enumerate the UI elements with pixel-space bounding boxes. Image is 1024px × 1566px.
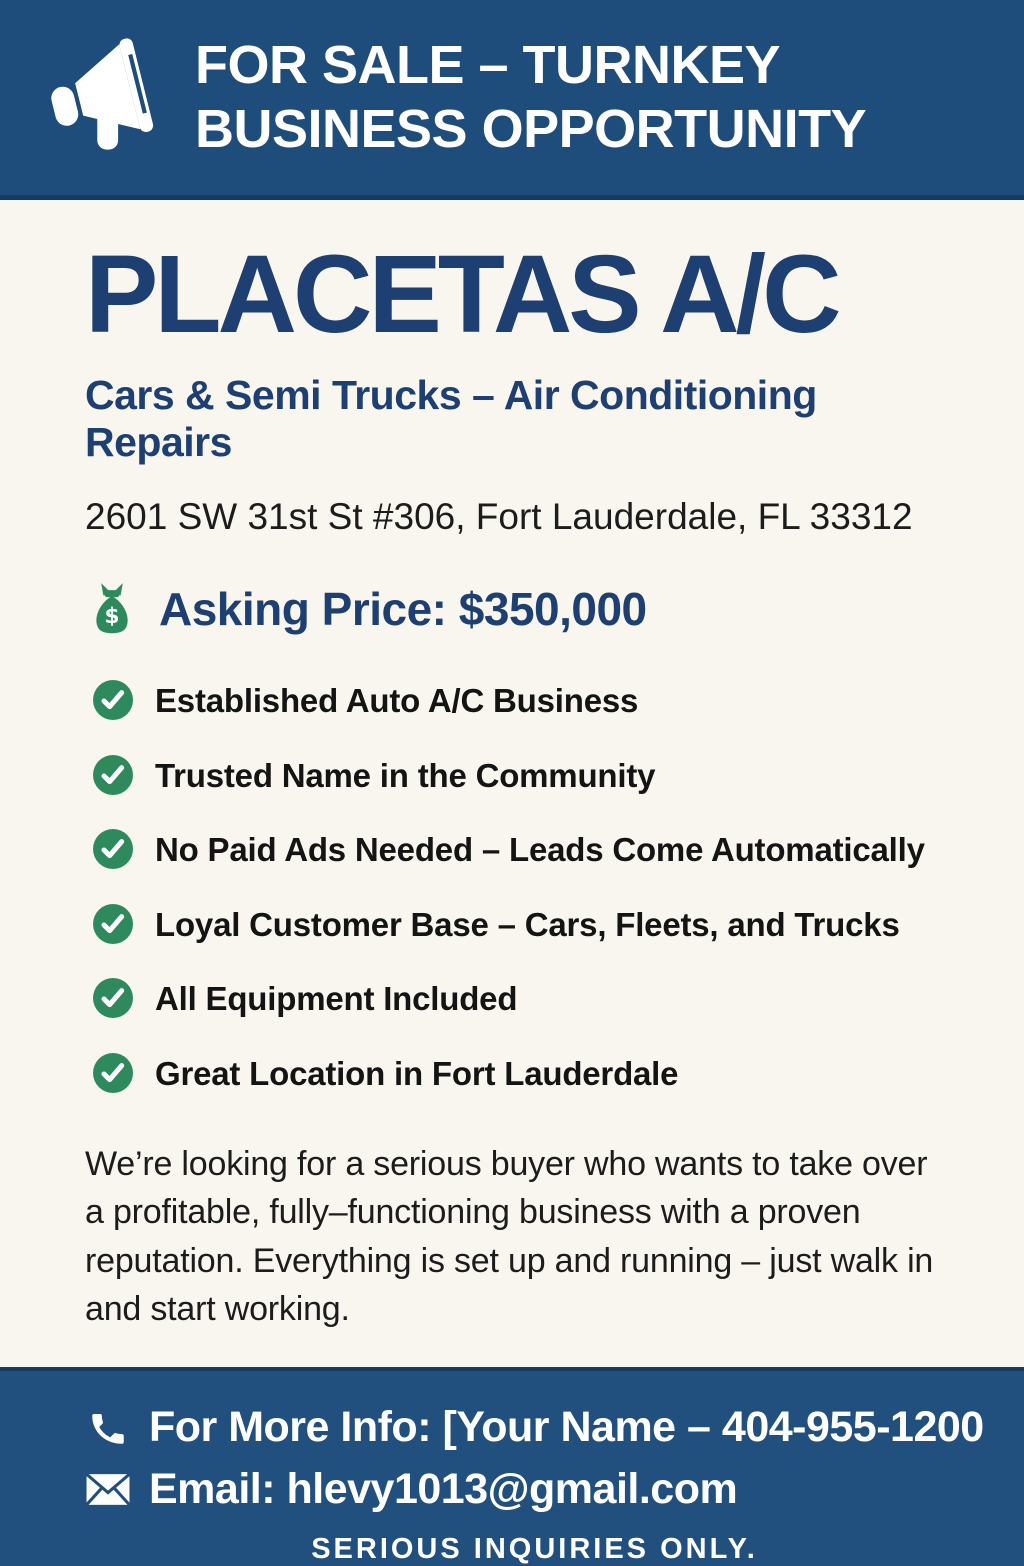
top-banner	[0, 0, 1024, 200]
business-title: PLACETAS A/C	[85, 233, 838, 356]
bottom-banner	[0, 1367, 1024, 1566]
email-contact-line	[85, 1463, 984, 1517]
feature-label: Established Auto A/C Business	[155, 682, 639, 719]
money-bag-icon	[85, 580, 139, 638]
phone-contact-text: For More Info: [Your Name – 404-955-1200	[149, 1403, 984, 1452]
envelope-icon	[85, 1470, 131, 1510]
phone-icon	[85, 1408, 131, 1448]
feature-label: All Equipment Included	[155, 980, 518, 1018]
serious-inquiries-note: SERIOUS INQUIRIES ONLY.	[311, 1532, 758, 1565]
check-circle-icon	[93, 1053, 133, 1093]
flyer-body	[0, 200, 1024, 1367]
feature-label: Loyal Customer Base – Cars, Fleets, and Trucks	[155, 905, 900, 943]
feature-item	[93, 678, 954, 724]
feature-list	[85, 678, 954, 1096]
business-subtitle: Cars & Semi Trucks – Air Conditioning Repairs	[85, 372, 817, 465]
check-circle-icon	[93, 978, 133, 1018]
feature-item	[93, 1051, 954, 1097]
check-circle-icon	[93, 829, 133, 869]
asking-price-row	[85, 580, 954, 638]
phone-contact-line	[85, 1401, 984, 1455]
banner-headline	[195, 34, 866, 161]
feature-item	[93, 827, 954, 873]
feature-label: Trusted Name in the Community	[155, 756, 656, 794]
check-circle-icon	[93, 755, 133, 795]
email-contact-text: Email: hlevy1013@gmail.com	[149, 1465, 738, 1513]
banner-headline-line2: BUSINESS OPPORTUNITY	[195, 98, 867, 159]
svg-text:$: $	[104, 604, 120, 630]
feature-label: Great Location in Fort Lauderdale	[155, 1054, 679, 1092]
check-circle-icon	[93, 680, 133, 720]
feature-label: No Paid Ads Needed – Leads Come Automatically	[155, 831, 925, 869]
feature-item	[93, 753, 954, 799]
asking-price-label: Asking Price: $350,000	[159, 583, 647, 635]
description-paragraph: We’re looking for a serious buyer who wants to take over a profitable, fully–functioning business with a proven reputation. Everything is set up and running – just walk in and start working.	[85, 1145, 934, 1328]
check-circle-icon	[93, 904, 133, 944]
megaphone-icon	[48, 28, 173, 168]
feature-item	[93, 976, 954, 1022]
banner-headline-line1: FOR SALE – TURNKEY	[195, 34, 781, 95]
feature-item	[93, 902, 954, 948]
business-address: 2601 SW 31st St #306, Fort Lauderdale, FL 33312	[85, 496, 913, 537]
